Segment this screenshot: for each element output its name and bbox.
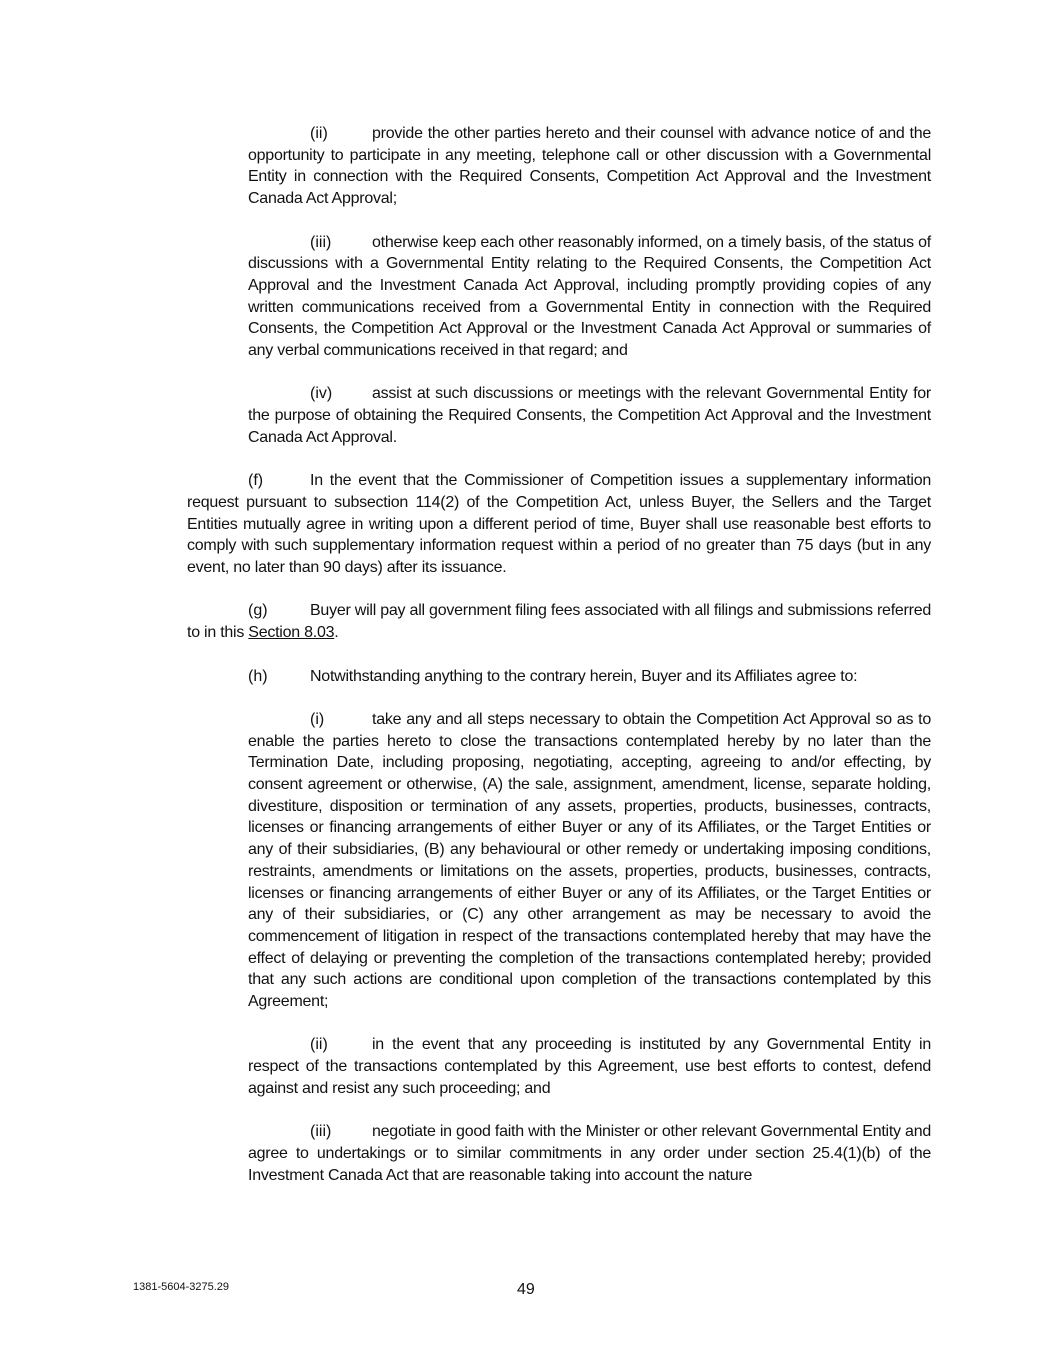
clause-text: In the event that the Commissioner of Competition issues a supplementary information request pursuant to subsection 114(2) of the Competition Act, unless Buyer, the Sellers and the Target Entities mutually agree in writing upon a different period of time, Buyer shall use reasonable best efforts to comply with such supplementary information request within a period of no greater than 75 days (but in any event, no later than 90 days) after its issuance. <box>187 472 931 577</box>
clause-text: negotiate in good faith with the Minister or other relevant Governmental Entity and agree to undertakings or to similar commitments in any order under section 25.4(1)(b) of the Investment Canada Act that are reasonable taking into account the nature <box>248 1123 931 1184</box>
clause-label: (f) <box>248 472 264 490</box>
clause-label: (g) <box>248 602 268 620</box>
clause-e-iv <box>248 383 931 448</box>
clause-e-ii <box>248 123 931 210</box>
clause-text: otherwise keep each other reasonably informed, on a timely basis, of the status of discussions with a Governmental Entity relating to the Required Consents, the Competition Act Approval and the Investment Canada Act Approval, including promptly providing copies of any written communications received from a Governmental Entity in connection with the Required Consents, the Competition Act Approval or the Investment Canada Act Approval or summaries of any verbal communications received in that regard; and <box>248 233 931 360</box>
clause-text: take any and all steps necessary to obtain the Competition Act Approval so as to enable the parties hereto to close the transactions contemplated hereby by no later than the Termination Date, including proposing, negotiating, accepting, agreeing to and/or effecting, by consent agreement or otherwise, (A) the sale, assignment, amendment, license, separate holding, divestiture, disposition or termination of any assets, properties, products, businesses, contracts, licenses or financing arrangements of either Buyer or any of its Affiliates, or the Target Entities or any of their subsidiaries, (B) any behavioural or other remedy or undertaking imposing conditions, restraints, amendments or limitations on the assets, properties, products, businesses, contracts, licenses or financing arrangements of either Buyer or any of its Affiliates, or the Target Entities or any of their subsidiaries, or (C) any other arrangement as may be necessary to avoid the commencement of litigation in respect of the transactions contemplated hereby that may have the effect of delaying or preventing the completion of the transactions contemplated hereby; provided that any such actions are conditional upon completion of the transactions contemplated by this Agreement; <box>248 710 931 1011</box>
clause-h <box>248 666 931 688</box>
clause-h-i <box>248 709 931 1013</box>
document-id: 1381-5604-3275.29 <box>133 1281 230 1293</box>
clause-text-end: . <box>334 624 339 642</box>
clause-label: (iv) <box>310 385 333 403</box>
clause-text: Buyer will pay all government filing fees associated with all filings and submissions referred to in this <box>187 602 931 642</box>
clause-label: (ii) <box>310 1036 328 1054</box>
clause-label: (i) <box>310 710 325 728</box>
page-number: 49 <box>517 1281 535 1298</box>
document-body <box>187 123 931 1208</box>
clause-label: (h) <box>248 667 268 685</box>
clause-f <box>187 470 931 579</box>
clause-e-iii <box>248 232 931 362</box>
clause-text: Notwithstanding anything to the contrary herein, Buyer and its Affiliates agree to: <box>310 667 858 685</box>
clause-text: provide the other parties hereto and their counsel with advance notice of and the opportunity to participate in any meeting, telephone call or other discussion with a Governmental Entity in connection with the Required Consents, Competition Act Approval and the Investment Canada Act Approval; <box>248 125 931 208</box>
clause-h-ii <box>248 1034 931 1099</box>
clause-label: (iii) <box>310 233 332 251</box>
clause-label: (ii) <box>310 125 328 142</box>
clause-text: in the event that any proceeding is instituted by any Governmental Entity in respect of the transactions contemplated by this Agreement, use best efforts to contest, defend against and resist any such proceeding; and <box>248 1036 931 1097</box>
clause-text: assist at such discussions or meetings with the relevant Governmental Entity for the purpose of obtaining the Required Consents, the Competition Act Approval and the Investment Canada Act Approval. <box>248 385 931 446</box>
clause-label: (iii) <box>310 1123 332 1141</box>
clause-g <box>187 600 931 643</box>
section-reference-link[interactable]: Section 8.03 <box>248 624 335 642</box>
clause-h-iii <box>248 1121 931 1186</box>
